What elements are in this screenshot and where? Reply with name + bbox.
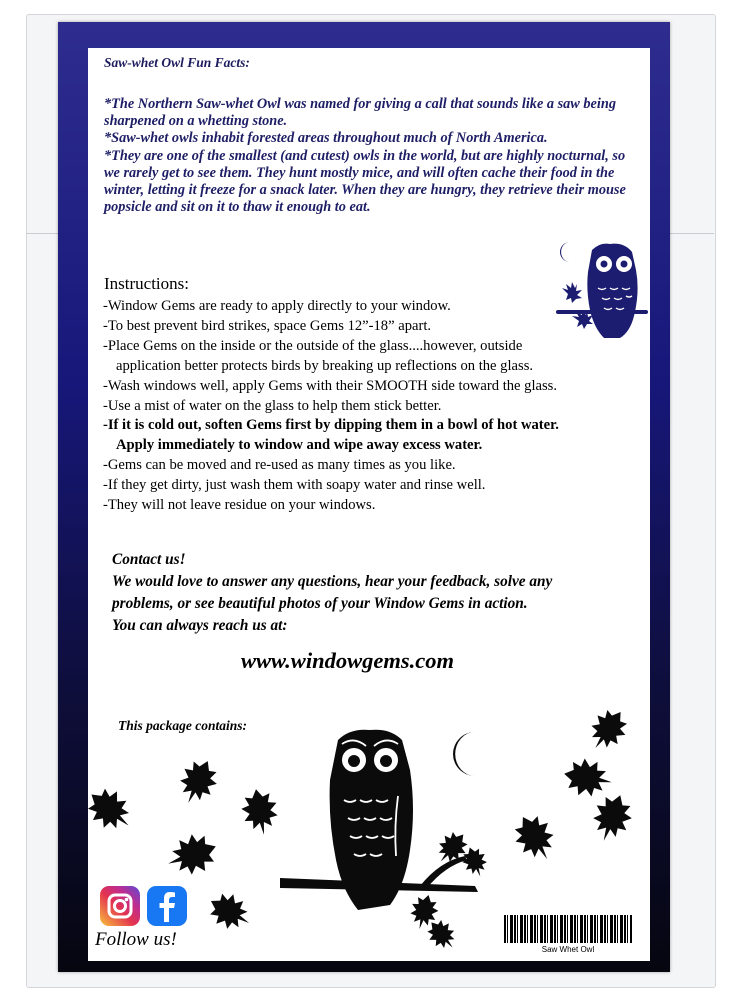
oak-leaf-icon <box>581 702 634 758</box>
package-contains-label: This package contains: <box>118 718 248 733</box>
crescent-moon-icon <box>453 732 475 776</box>
website-link[interactable]: www.windowgems.com <box>241 648 454 673</box>
contact-line: problems, or see beautiful photos of your Window Gems in action. <box>112 595 528 612</box>
oak-leaf-icon <box>459 843 492 880</box>
facebook-icon[interactable] <box>147 886 187 926</box>
facebook-glyph <box>147 886 187 926</box>
oak-leaf-icon <box>238 786 281 838</box>
contact-line: We would love to answer any questions, hear your feedback, solve any <box>112 573 553 590</box>
instruction-item: -If they get dirty, just wash them with soapy water and rinse well. <box>103 477 486 494</box>
follow-us-text: Follow us! <box>95 929 177 950</box>
contact-section <box>112 549 642 637</box>
instructions-title: Instructions: <box>104 274 189 293</box>
instruction-item: Apply immediately to window and wipe away excess water. <box>116 437 483 454</box>
instruction-item: application better protects birds by breaking up reflections on the glass. <box>116 357 534 374</box>
instruction-item: -Window Gems are ready to apply directly to your window. <box>103 298 451 314</box>
oak-leaf-icon <box>561 755 615 800</box>
oak-leaf-icon <box>586 789 638 847</box>
instruction-item: -Gems can be moved and re-used as many times as you like. <box>103 457 456 474</box>
instagram-icon[interactable] <box>100 886 140 926</box>
facts-title: Saw-whet Owl Fun Facts: <box>104 55 250 70</box>
contact-heading: Contact us! <box>112 551 186 568</box>
instruction-item: -They will not leave residue on your windows. <box>103 497 376 514</box>
instagram-glyph <box>100 886 140 926</box>
oak-leaf-icon <box>80 780 141 840</box>
instruction-item: -Wash windows well, apply Gems with their SMOOTH side toward the glass. <box>103 377 558 394</box>
barcode <box>504 915 632 943</box>
oak-leaf-icon <box>202 886 257 937</box>
oak-leaf-icon <box>162 828 223 882</box>
oak-leaf-icon <box>172 754 224 811</box>
instructions-list <box>103 297 648 516</box>
facts-list <box>104 96 644 216</box>
barcode-label: Saw Whet Owl <box>541 945 595 954</box>
oak-leaf-icon <box>507 808 564 869</box>
instruction-item: -Use a mist of water on the glass to help them stick better. <box>103 397 442 414</box>
fact-item: *The Northern Saw-whet Owl was named for giving a call that sounds like a saw being sharpened on a whetting stone. <box>104 96 616 130</box>
fact-item: *Saw-whet owls inhabit forested areas throughout much of North America. <box>104 130 548 147</box>
contact-line: You can always reach us at: <box>112 617 288 634</box>
instruction-item: -To best prevent bird strikes, space Gems 12”-18” apart. <box>103 317 432 334</box>
instruction-item: -Place Gems on the inside or the outside of the glass....however, outside <box>103 337 523 354</box>
fact-item: *They are one of the smallest (and cutest) owls in the world, but are highly nocturnal, so we rarely get to see them. They hunt mostly mice, and will often cache their food in the winter, letting it freeze for a snack later. When they are hungry, they retrieve their mouse popsicle and sit on it to thaw it enough to eat. <box>104 147 626 216</box>
instruction-item: -If it is cold out, soften Gems first by dipping them in a bowl of hot water. <box>103 417 559 434</box>
